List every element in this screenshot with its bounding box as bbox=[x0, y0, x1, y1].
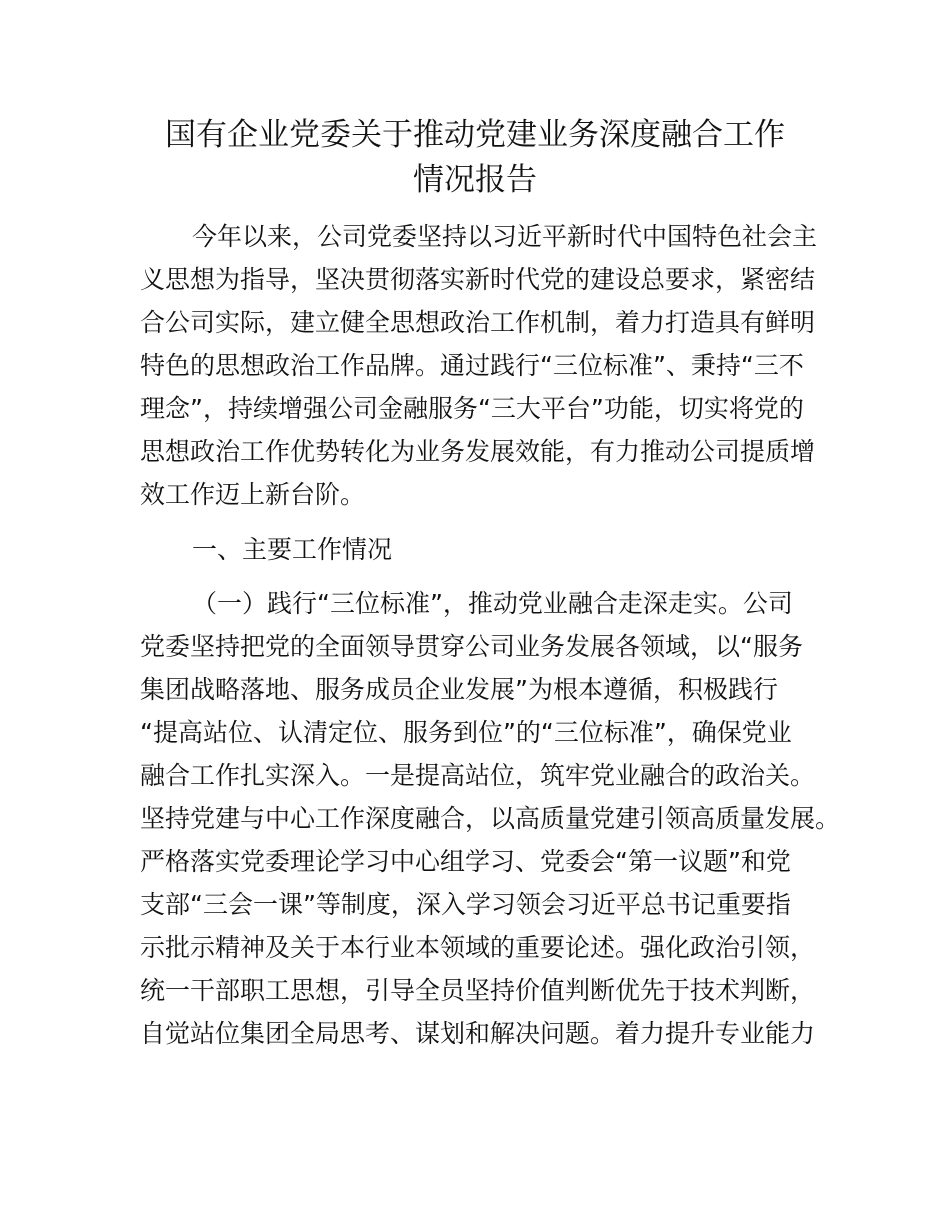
paragraph-line: 思想政治工作优势转化为业务发展效能，有力推动公司提质增 bbox=[140, 437, 816, 466]
paragraph-line: 集团战略落地、服务成员企业发展”为根本遵循，积极践行 bbox=[140, 675, 778, 704]
section-heading-text: 一、主要工作情况 bbox=[192, 535, 393, 564]
paragraph-line: 党委坚持把党的全面领导贯穿公司业务发展各领域，以“服务 bbox=[140, 632, 803, 661]
section-one-paragraph bbox=[140, 582, 840, 1055]
paragraph-line: 融合工作扎实深入。一是提高站位，筑牢党业融合的政治关。 bbox=[140, 761, 816, 790]
paragraph-line: “提高站位、认清定位、服务到位”的“三位标准”，确保党业 bbox=[140, 718, 792, 747]
paragraph-line: 严格落实党委理论学习中心组学习、党委会“第一议题”和党 bbox=[140, 847, 791, 876]
paragraph-line: 特色的思想政治工作品牌。通过践行“三位标准”、秉持“三不 bbox=[140, 351, 804, 380]
section-heading bbox=[140, 528, 840, 571]
intro-paragraph bbox=[140, 215, 840, 516]
document-title-line-2: 情况报告 bbox=[413, 162, 537, 198]
paragraph-line: 合公司实际，建立健全思想政治工作机制，着力打造具有鲜明 bbox=[140, 308, 816, 337]
paragraph-line: 示批示精神及关于本行业本领域的重要论述。强化政治引领， bbox=[140, 933, 816, 962]
paragraph-line: 坚持党建与中心工作深度融合，以高质量党建引领高质量发展。 bbox=[140, 804, 841, 833]
paragraph-line: 理念”，持续增强公司金融服务“三大平台”功能，切实将党的 bbox=[140, 394, 804, 423]
paragraph-line: 今年以来，公司党委坚持以习近平新时代中国特色社会主 bbox=[192, 222, 818, 251]
document-title-line-1: 国有企业党委关于推动党建业务深度融合工作 bbox=[165, 117, 785, 153]
paragraph-line: 自觉站位集团全局思考、谋划和解决问题。着力提升专业能力 bbox=[140, 1019, 816, 1048]
paragraph-line: 效工作迈上新台阶。 bbox=[140, 480, 366, 509]
paragraph-line: 支部“三会一课”等制度，深入学习领会习近平总书记重要指 bbox=[140, 890, 791, 919]
paragraph-line: 统一干部职工思想，引导全员坚持价值判断优先于技术判断， bbox=[140, 976, 816, 1005]
paragraph-line: 义思想为指导，坚决贯彻落实新时代党的建设总要求，紧密结 bbox=[140, 265, 816, 294]
paragraph-line: （一）践行“三位标准”，推动党业融合走深走实。公司 bbox=[192, 589, 793, 618]
